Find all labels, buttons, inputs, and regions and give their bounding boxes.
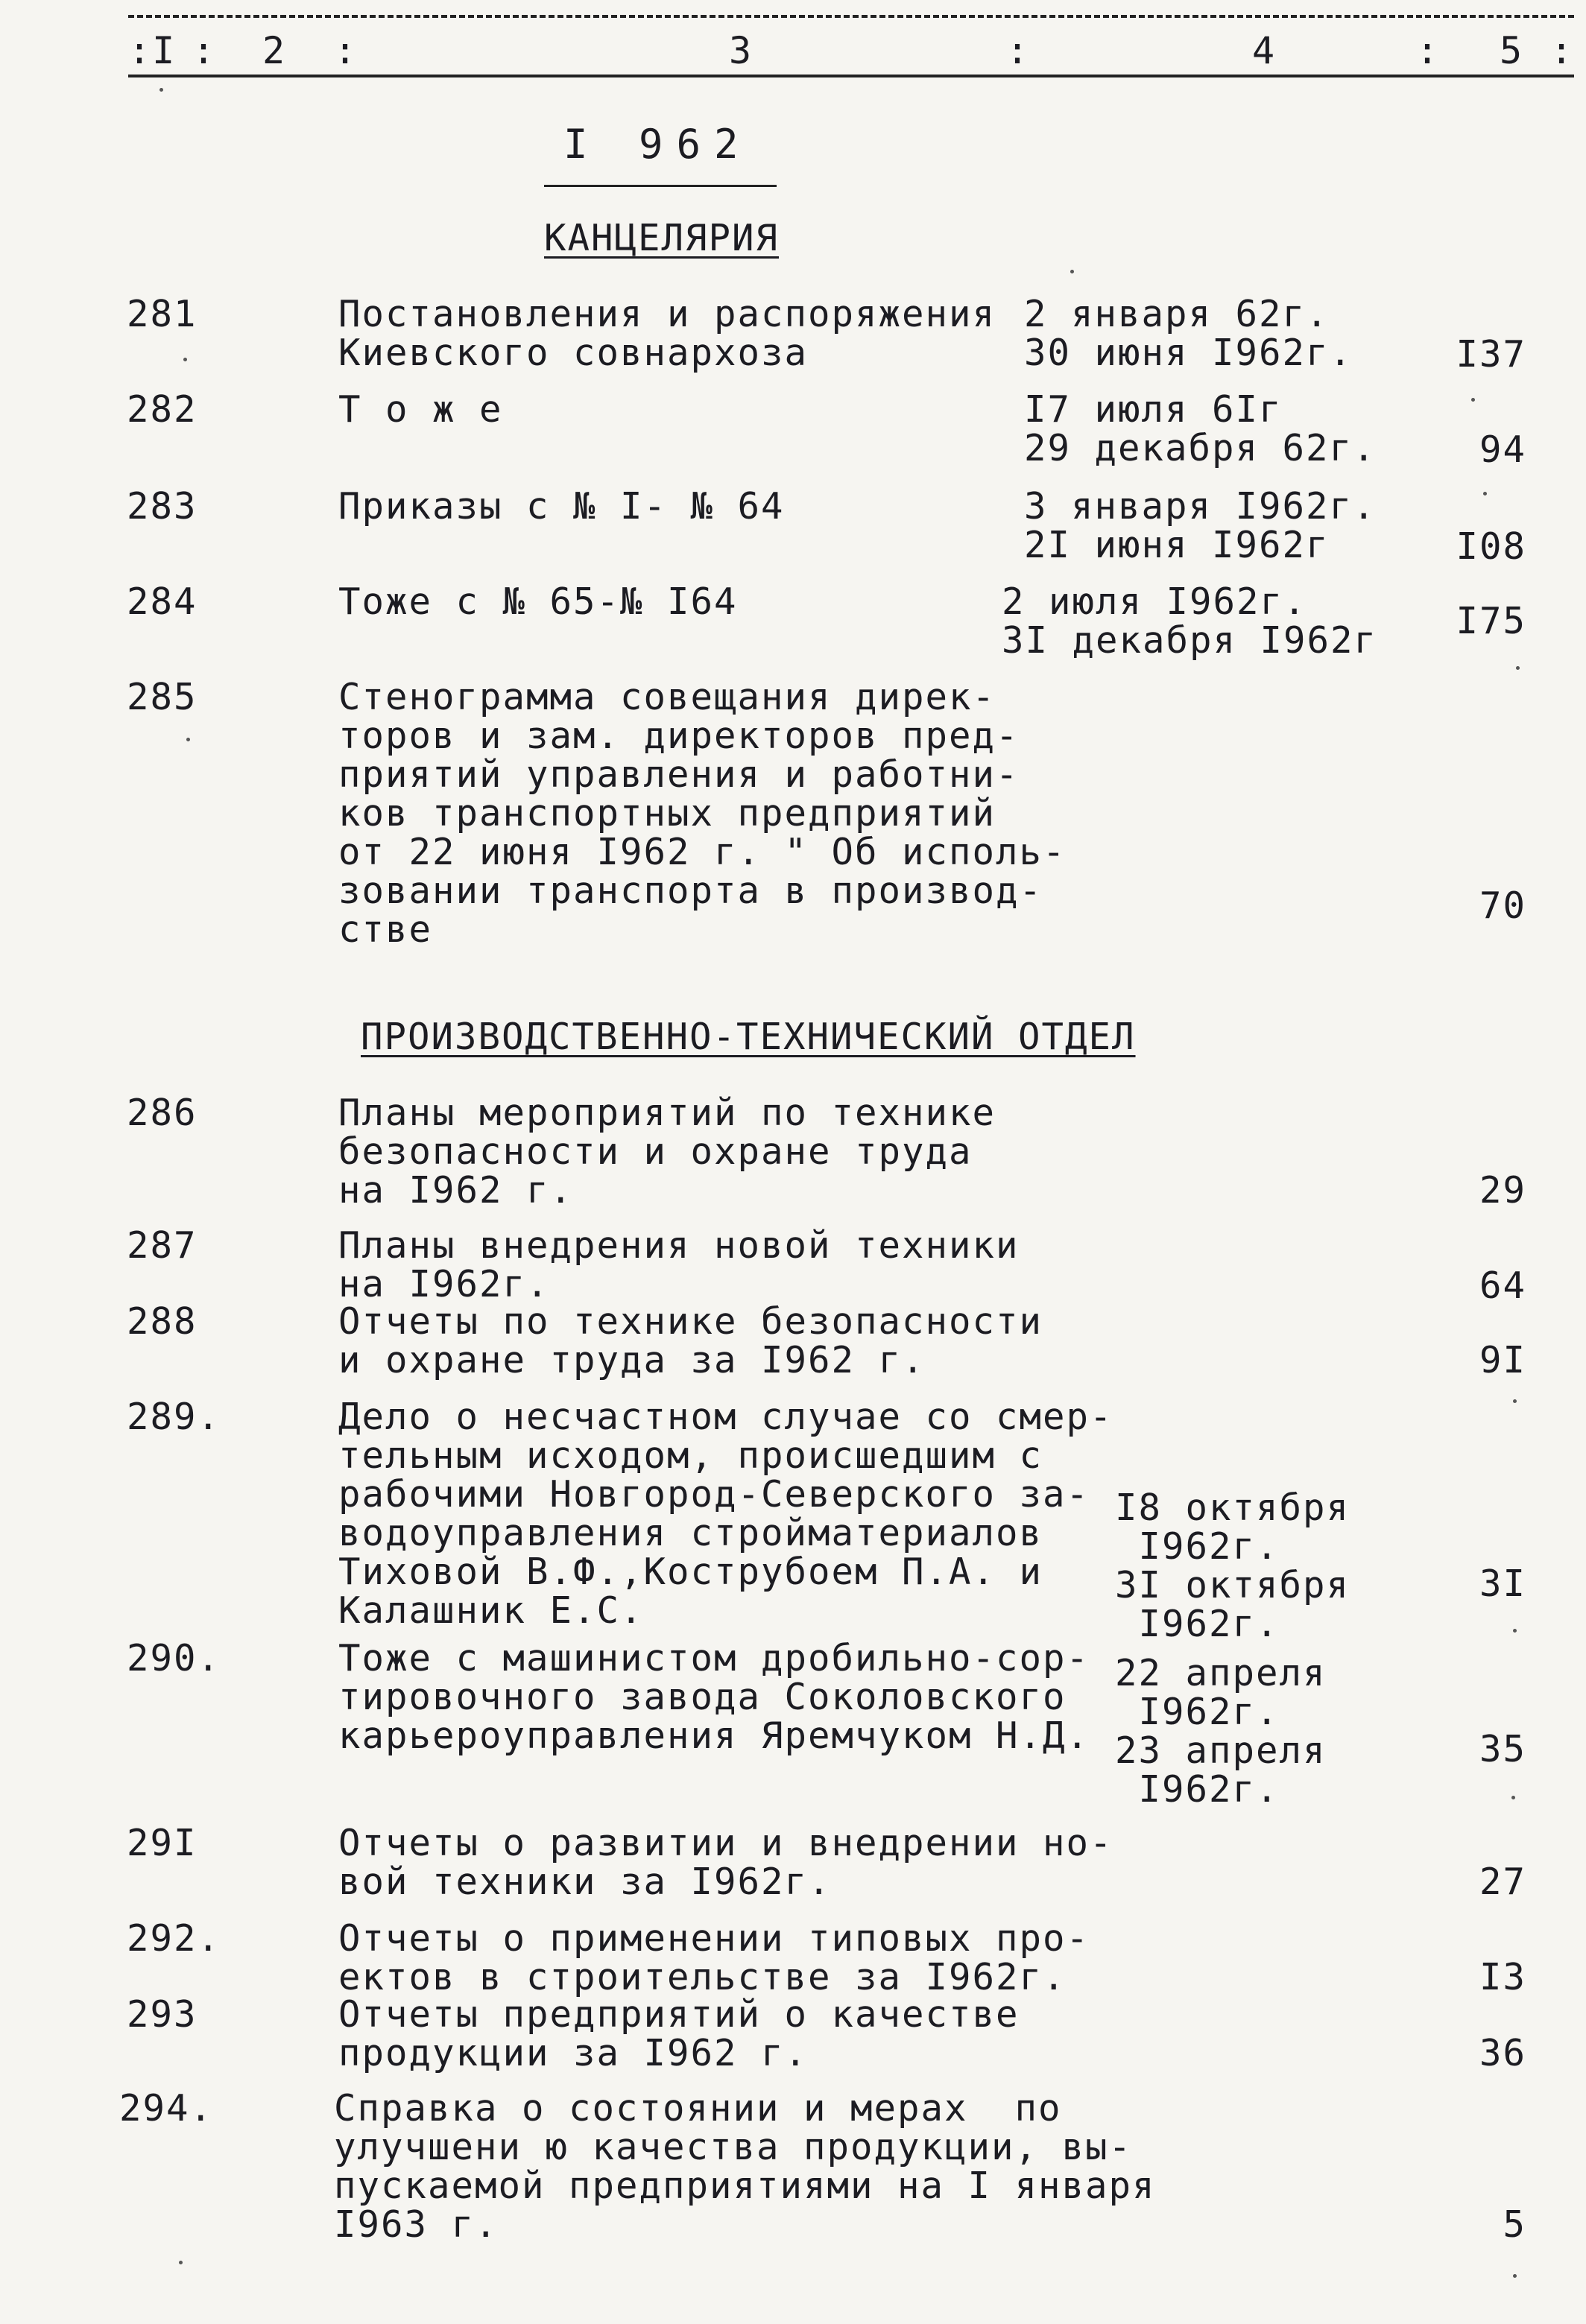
row-title: Планы внедрения новой техники на I962г. [338, 1224, 1020, 1305]
row-title: Отчеты по технике безопасности и охране труда за I962 г. [338, 1300, 1043, 1381]
scan-speck [186, 738, 190, 741]
row-sheets: 9I [1479, 1339, 1526, 1381]
row-title: Т о ж е [338, 388, 503, 431]
header-col-4: 4 [1252, 29, 1277, 72]
header-col-2: 2 [262, 29, 287, 72]
year-heading: I 962 [563, 121, 752, 168]
row-number: 289. [127, 1396, 221, 1438]
row-dates: 3 января I962г. 2I июня I962г [1024, 485, 1377, 566]
row-dates: 22 апреля I962г. 23 апреля I962г. [1115, 1652, 1327, 1811]
row-number: 286 [127, 1092, 198, 1134]
scan-speck [1471, 398, 1475, 402]
row-number: 290. [127, 1637, 221, 1679]
row-dates: I8 октября I962г. 3I октября I962г. [1115, 1486, 1350, 1645]
scan-speck [1511, 1796, 1515, 1799]
row-title: Отчеты о развитии и внедрении но- вой техники за I962г. [338, 1822, 1113, 1903]
scan-speck [179, 2261, 183, 2264]
row-sheets: 3I [1479, 1562, 1526, 1605]
row-title: Отчеты предприятий о качестве продукции за I962 г. [338, 1993, 1020, 2074]
row-sheets: I08 [1456, 525, 1526, 568]
row-number: 294. [119, 2087, 214, 2130]
row-title: Стенограмма совещания дирек- торов и зам. директоров пред- приятий управления и работни- ков транспортных предприятий от 22 июня I962 г. " Об исполь- зовании транспорта в производ- стве [338, 676, 1067, 951]
row-sheets: I75 [1456, 600, 1526, 642]
scan-speck [159, 88, 163, 92]
row-number: 29I [127, 1822, 198, 1864]
row-title: Справка о состоянии и мерах по улучшени ю качества продукции, вы- пускаемой предприятиями на I января I963 г. [334, 2087, 1156, 2246]
row-number: 288 [127, 1300, 198, 1343]
row-title: Тоже с машинистом дробильно-сор- тировочного завода Соколовского карьероуправления Яремчуком Н.Д. [338, 1637, 1090, 1757]
header-bottom-rule [128, 75, 1574, 77]
row-number: 281 [127, 293, 198, 335]
header-sep-1: : [192, 29, 217, 72]
row-number: 283 [127, 485, 198, 528]
row-title: Постановления и распоряжения Киевского совнархоза [338, 293, 996, 374]
scan-speck [1513, 1629, 1517, 1633]
row-sheets: 29 [1479, 1169, 1526, 1212]
row-title: Отчеты о применении типовых про- ектов в строительстве за I962г. [338, 1917, 1090, 1998]
header-col-5: 5 [1500, 29, 1524, 72]
row-title: Дело о несчастном случае со смер- тельным исходом, происшедшим с рабочими Новгород-Северского за- водоуправления стройматериалов Тиховой В.Ф.,Кострубоем П.А. и Калашник Е.С. [338, 1396, 1113, 1632]
row-sheets: 94 [1479, 428, 1526, 471]
row-dates: I7 июля 6Iг 29 декабря 62г. [1024, 388, 1377, 469]
row-number: 293 [127, 1993, 198, 2036]
year-underline [544, 185, 777, 187]
scan-speck [1513, 1399, 1517, 1403]
scan-speck [183, 358, 187, 361]
section-heading-kancelyariya: КАНЦЕЛЯРИЯ [544, 217, 780, 259]
row-sheets: 36 [1479, 2032, 1526, 2074]
header-top-rule [128, 15, 1574, 18]
row-title: Планы мероприятий по технике безопасности и охране труда на I962 г. [338, 1092, 996, 1212]
row-sheets: 27 [1479, 1861, 1526, 1903]
row-sheets: 35 [1479, 1728, 1526, 1770]
row-number: 292. [127, 1917, 221, 1960]
row-number: 285 [127, 676, 198, 718]
row-number: 282 [127, 388, 198, 431]
row-sheets: 5 [1503, 2203, 1526, 2246]
row-dates: 2 января 62г. 30 июня I962г. [1024, 293, 1353, 374]
row-sheets: 70 [1479, 884, 1526, 927]
header-sep-4: : [1416, 29, 1441, 72]
scan-speck [1070, 270, 1074, 273]
row-sheets: I37 [1456, 333, 1526, 376]
row-title: Тоже с № 65-№ I64 [338, 580, 738, 623]
header-col-3: 3 [729, 29, 753, 72]
row-number: 284 [127, 580, 198, 623]
section-heading-pto: ПРОИЗВОДСТВЕННО-ТЕХНИЧЕСКИЙ ОТДЕЛ [361, 1016, 1136, 1058]
row-number: 287 [127, 1224, 198, 1267]
header-sep-2: : [334, 29, 358, 72]
header-col-1: :I [128, 29, 177, 72]
header-sep-3: : [1006, 29, 1031, 72]
row-sheets: 64 [1479, 1264, 1526, 1307]
scan-speck [1513, 2274, 1517, 2278]
scan-speck [1516, 666, 1520, 670]
scan-speck [1483, 492, 1487, 495]
row-title: Приказы с № I- № 64 [338, 485, 785, 528]
header-sep-5: : [1550, 29, 1575, 72]
row-dates: 2 июля I962г. 3I декабря I962г [1002, 580, 1378, 662]
row-sheets: I3 [1479, 1956, 1526, 1998]
